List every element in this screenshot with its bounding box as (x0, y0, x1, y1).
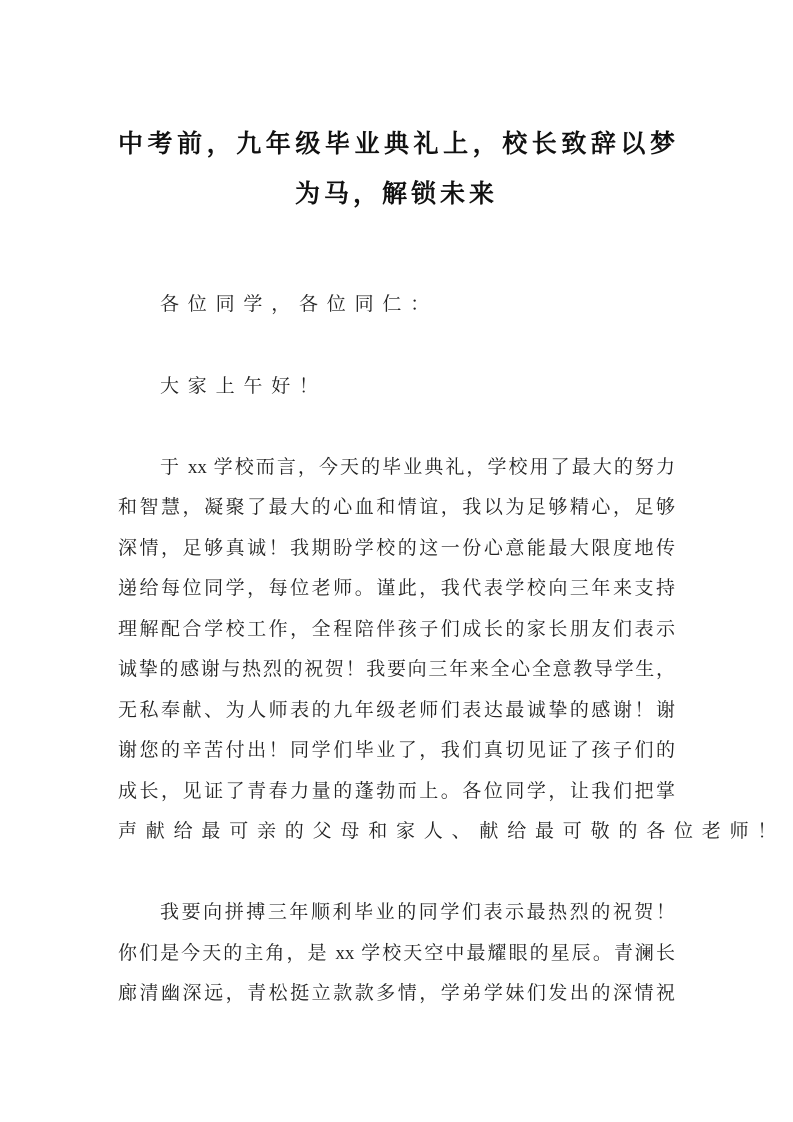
text-line: 声献给最可亲的父母和家人、献给最可敬的各位老师！ (118, 821, 786, 842)
text-line: 递给每位同学，每位老师。谨此，我代表学校向三年来支持 (118, 578, 675, 599)
text-line: 成长，见证了青春力量的蓬勃而上。各位同学，让我们把掌 (118, 781, 675, 802)
text-line: 无私奉献、为人师表的九年级老师们表达最诚挚的感谢！谢 (118, 700, 675, 721)
text-line: 深情，足够真诚！我期盼学校的这一份心意能最大限度地传 (118, 538, 675, 559)
text-line: 和智慧，凝聚了最大的心血和情谊，我以为足够精心，足够 (118, 497, 675, 518)
text-line: 谢您的辛苦付出！同学们毕业了，我们真切见证了孩子们的 (118, 740, 675, 761)
title-line-2: 为马，解锁未来 (294, 181, 498, 208)
text-line: 于 xx 学校而言，今天的毕业典礼，学校用了最大的努力 (160, 457, 675, 478)
salutation: 各位同学，各位同仁： (160, 294, 439, 315)
text-line: 诚挚的感谢与热烈的祝贺！我要向三年来全心全意教导学生， (118, 659, 675, 680)
greeting: 大家上午好！ (160, 376, 327, 397)
text-line: 我要向拼搏三年顺利毕业的同学们表示最热烈的祝贺！ (160, 902, 675, 923)
text-line: 廊清幽深远，青松挺立款款多情，学弟学妹们发出的深情祝 (118, 983, 675, 1004)
text-line: 理解配合学校工作，全程陪伴孩子们成长的家长朋友们表示 (118, 619, 675, 640)
title-line-1: 中考前，九年级毕业典礼上，校长致辞以梦 (118, 131, 675, 158)
text-line: 你们是今天的主角，是 xx 学校天空中最耀眼的星辰。青澜长 (118, 943, 675, 964)
